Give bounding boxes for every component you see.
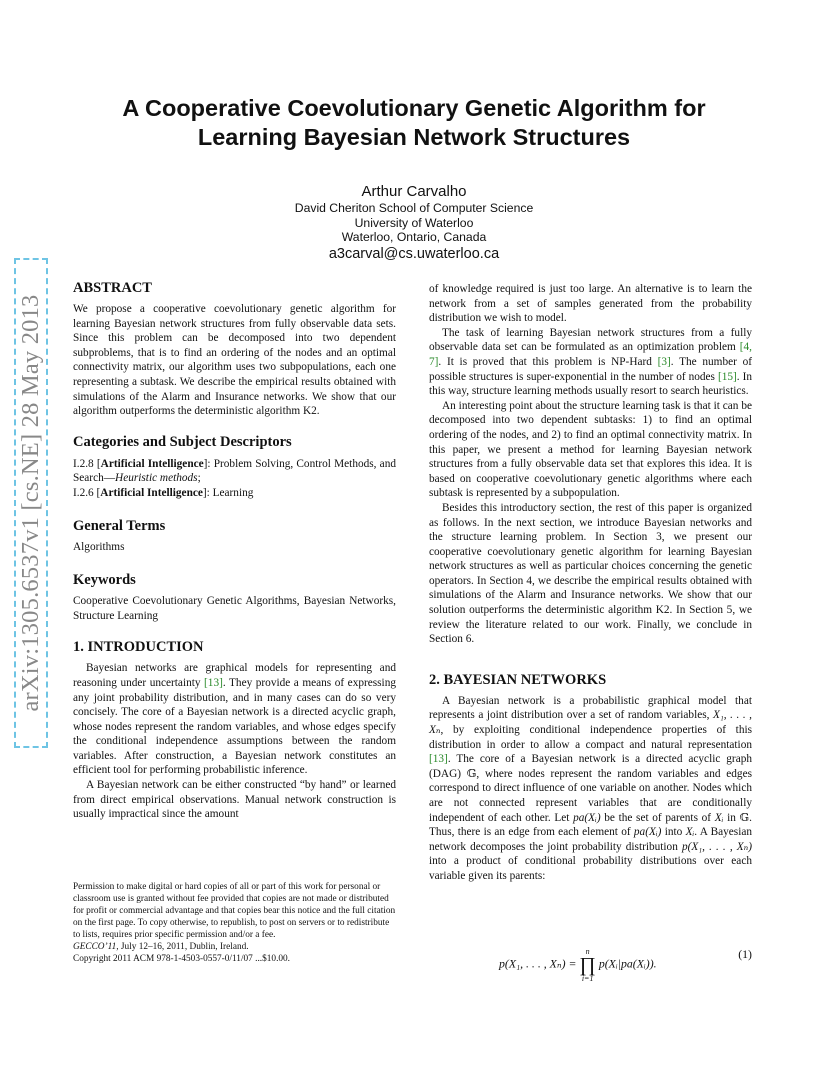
- author-school: David Cheriton School of Computer Science: [294, 201, 534, 215]
- product-operator: [579, 947, 595, 983]
- bayes-text-1: A Bayesian network is a probabilistic graphical model that represents a joint distribution over a set of random variables,: [429, 694, 752, 722]
- equation-1: [429, 940, 752, 983]
- category-1-bold: Artificial Intelligence: [100, 457, 204, 470]
- category-2-rest: ]: Learning: [202, 486, 254, 499]
- bayes-text-7: . A Bayesian network decomposes the joint probability distribution: [429, 826, 752, 853]
- general-terms-heading: General Terms: [73, 517, 166, 534]
- bayes-text-8: into a product of conditional probability distributions over each variable given its parents:: [429, 855, 752, 882]
- citation-link[interactable]: [4,: [739, 341, 752, 354]
- equation-number: (1): [738, 947, 752, 961]
- category-1-end: ;: [197, 472, 201, 485]
- keywords-text: Cooperative Coevolutionary Genetic Algorithms, Bayesian Networks, Structure Learning: [73, 595, 396, 622]
- author-name: Arthur Carvalho: [361, 183, 467, 200]
- bayes-text-5: in 𝔾. Thus, there is an edge from each element of: [429, 811, 752, 839]
- category-2-code: I.2.6 [: [73, 486, 101, 499]
- intro-paragraph-2: A Bayesian network can be either constructed “by hand” or learned from direct empirical observations. Manual network construction is usually impractical since the amount: [73, 779, 396, 821]
- intro-paragraph-4: [429, 326, 752, 399]
- permission-footnote: [73, 881, 398, 965]
- bayes-text-3: . The core of a Bayesian network is a directed acyclic graph (DAG) 𝔾, where nodes represent the random variables and edges correspond to direct influence of one variable on another. Nodes which are not connected represent variables that are conditionally independent of each other. Let: [429, 753, 752, 824]
- bayes-text-6: into: [661, 826, 686, 839]
- intro-p4-text-c: . The number of possible structures is super-exponential in the number of nodes: [429, 355, 753, 383]
- permission-text: Permission to make digital or hard copies of all or part of this work for personal or classroom use is granted without fee provided that copies are not made or distributed for profit or commercial advantage and that copies bear this notice and the full citation on the first page. To copy otherwise, to republish, to post on servers or to redistribute to lists, requires prior specific permission and/or a fee.: [73, 882, 396, 940]
- intro-paragraph-1: [73, 661, 396, 778]
- citation-link[interactable]: 7]: [429, 355, 439, 368]
- bayes-math-6: Xᵢ: [685, 826, 695, 839]
- equation-rhs: p(Xᵢ|pa(Xᵢ)).: [598, 956, 657, 971]
- product-symbol: ∏: [579, 954, 596, 976]
- author-location: Waterloo, Ontario, Canada: [341, 230, 487, 245]
- category-2: [73, 486, 396, 501]
- intro-paragraph-5: An interesting point about the structure learning task is that it can be decomposed into two dependent subtasks: 1) to find an optimal ordering of the nodes, and 2) to find an optimal connectivity matrix. In this paper, we present a method for learning Bayesian network structures from a fully observable data set that explores this idea. It is based on cooperative coevolutionary genetic algorithms where each subtask is represented by a subpopulation.: [429, 399, 752, 500]
- equation-lhs: p(X₁, . . . , Xₙ) =: [499, 956, 577, 971]
- title-line-2: Learning Bayesian Network Structures: [197, 124, 631, 150]
- arxiv-stamp-text: arXiv:1305.6537v1 [cs.NE] 28 May 2013: [17, 294, 44, 712]
- title-line-1: A Cooperative Coevolutionary Genetic Algorithm for: [122, 95, 706, 121]
- equation-body: [499, 947, 657, 983]
- citation-link[interactable]: [13]: [204, 676, 223, 689]
- intro-p4-text-d: . In this way, structure learning methods usually resort to search heuristics.: [429, 370, 752, 398]
- author-block: [160, 182, 668, 263]
- categories-heading: Categories and Subject Descriptors: [73, 433, 292, 450]
- author-email[interactable]: a3carval@cs.uwaterloo.ca: [328, 245, 500, 262]
- intro-paragraph-3: of knowledge required is just too large. An alternative is to learn the network from a set of samples generated from the probability distribution we wish to model.: [429, 283, 752, 325]
- abstract-heading: ABSTRACT: [73, 280, 152, 296]
- citation-link[interactable]: [3]: [657, 355, 671, 368]
- intro-p4-text-a: The task of learning Bayesian network structures from a fully observable data set can be formulated as an optimization problem: [429, 326, 752, 354]
- right-column: [429, 282, 752, 884]
- left-column: [73, 279, 396, 822]
- bayes-math-4: Xᵢ: [714, 811, 724, 824]
- bayes-text-4: be the set of parents of: [600, 811, 715, 824]
- keywords-heading: Keywords: [73, 572, 136, 589]
- bayes-math-3: pa(Xᵢ): [573, 811, 601, 824]
- product-upper-limit: n: [585, 947, 590, 956]
- category-1: [73, 457, 396, 486]
- citation-link[interactable]: [15]: [717, 370, 737, 383]
- conference-details: July 12–16, 2011, Dublin, Ireland.: [118, 942, 249, 952]
- conference-name: GECCO’11,: [73, 942, 119, 952]
- product-lower-limit: i=1: [581, 974, 594, 983]
- bayes-math-1: X₁, . . . , Xₙ: [429, 709, 752, 737]
- bayesian-paragraph-1: [429, 694, 752, 884]
- paper-title: [60, 94, 768, 152]
- category-1-code: I.2.8 [: [73, 457, 101, 470]
- introduction-heading: 1. INTRODUCTION: [73, 639, 204, 656]
- author-university: University of Waterloo: [354, 215, 474, 230]
- bayes-math-5: pa(Xᵢ): [633, 826, 662, 839]
- category-1-rest: ]: Problem Solving, Control Methods, and Search—: [73, 457, 396, 485]
- copyright-line: Copyright 2011 ACM 978-1-4503-0557-0/11/07 ...$10.00.: [73, 954, 291, 964]
- intro-paragraph-6: Besides this introductory section, the rest of this paper is organized as follows. In the next section, we introduce Bayesian networks and the structure learning problem. In Section 3, we present our cooperative coevolutionary genetic algorithm for learning Bayesian network structures as well as particular choices concerning the genetic operators. In Section 4, we describe the empirical results obtained with simulations of the Alarm and Insurance networks. We show that our solution outperforms the deterministic algorithm K2. In Section 5, we review the literature related to our work. Finally, we conclude in Section 6.: [429, 501, 752, 646]
- abstract-text: We propose a cooperative coevolutionary genetic algorithm for learning Bayesian network structures from fully observable data sets. Since this problem can be decomposed into two dependent subproblems, that is to find an ordering of the nodes and an optimal connectivity matrix, our algorithm uses two subpopulations, each one representing a subtask. We describe the empirical results obtained with simulations of the Alarm and Insurance networks. We show that our algorithm outperforms the deterministic algorithm K2.: [73, 303, 396, 418]
- citation-link[interactable]: [13]: [429, 753, 448, 766]
- arxiv-stamp[interactable]: [14, 258, 48, 748]
- category-1-italic: Heuristic methods: [115, 472, 198, 485]
- intro-p4-text-b: . It is proved that this problem is NP-Hard: [438, 355, 658, 368]
- bayesian-heading: 2. BAYESIAN NETWORKS: [429, 671, 607, 688]
- general-terms-text: Algorithms: [73, 540, 125, 553]
- category-2-bold: Artificial Intelligence: [100, 486, 203, 499]
- bayes-text-2: , by exploiting conditional independence properties of this distribution in order to allow a compact and natural representation: [429, 724, 752, 751]
- bayes-math-7: p(X₁, . . . , Xₙ): [681, 840, 752, 853]
- intro-p1-text-b: . They provide a means of expressing any joint probability distribution, and in many cases can do so very concisely. The core of a Bayesian network is a directed acyclic graph, whose nodes represent the random variables, and whose edges specify the conditional independence assumptions between the random variables. After construction, a Bayesian network constitutes an efficient tool for performing probabilistic inference.: [73, 676, 396, 777]
- conference-line: [73, 941, 398, 953]
- intro-p1-text-a: Bayesian networks are graphical models for representing and reasoning under uncertainty: [73, 662, 396, 689]
